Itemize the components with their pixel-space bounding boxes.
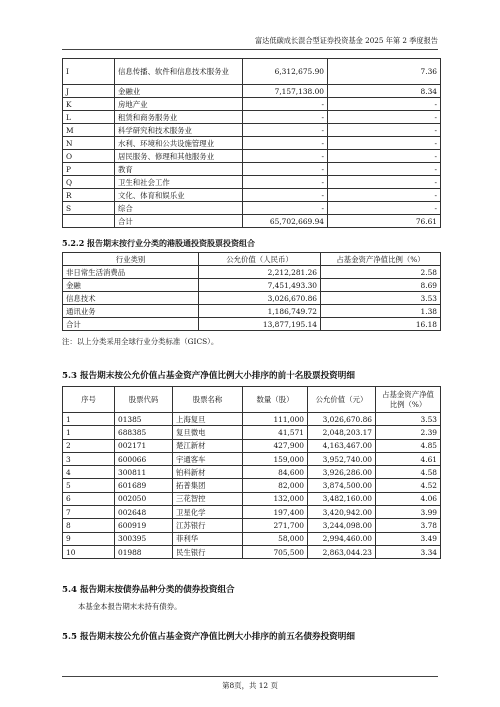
share-quantity: 111,000	[243, 413, 308, 426]
header-qty: 数量（股）	[243, 387, 308, 413]
row-number: 1	[63, 413, 115, 426]
table-row	[63, 413, 441, 426]
header-value: 公允价值（元）	[308, 387, 376, 413]
row-number: 5	[63, 479, 115, 492]
industry-code: Q	[63, 176, 115, 189]
fair-value: 3,026,670.86	[308, 413, 376, 426]
row-number: 3	[63, 452, 115, 465]
table-row	[63, 519, 441, 532]
fair-value: 13,877,195.14	[199, 318, 321, 331]
table-row	[63, 279, 441, 292]
table-row	[63, 111, 441, 124]
nav-ratio: -	[328, 111, 441, 124]
hk-industry-table-body	[63, 266, 441, 331]
fair-value: -	[243, 150, 328, 163]
table-row	[63, 124, 441, 137]
stock-code: 01988	[115, 545, 173, 558]
nav-ratio: 2.39	[376, 426, 441, 439]
nav-ratio: 3.53	[376, 413, 441, 426]
nav-ratio: 3.53	[321, 292, 441, 305]
top-ten-stocks-table	[62, 386, 441, 559]
table-row	[63, 479, 441, 492]
page-footer: 第8页，共 12 页	[62, 676, 438, 691]
stock-name: 楚江新材	[173, 439, 243, 452]
nav-ratio: 76.61	[328, 215, 441, 228]
section-55-title: 5.5 报告期末按公允价值占基金资产净值比例大小排序的前五名债券投资明细	[62, 632, 355, 642]
industry-code: P	[63, 163, 115, 176]
industry-name: 金融业	[115, 85, 243, 98]
table-row	[63, 305, 441, 318]
stock-name: 拓普集团	[173, 479, 243, 492]
table-row	[63, 189, 441, 202]
fair-value: -	[243, 137, 328, 150]
stock-code: 002050	[115, 492, 173, 505]
fair-value: 6,312,675.90	[243, 59, 328, 85]
stock-code: 688385	[115, 426, 173, 439]
industry-name: 房地产业	[115, 98, 243, 111]
share-quantity: 82,000	[243, 479, 308, 492]
share-quantity: 427,900	[243, 439, 308, 452]
nav-ratio: 16.18	[321, 318, 441, 331]
industry-name: 租赁和商务服务业	[115, 111, 243, 124]
stock-code: 002648	[115, 506, 173, 519]
nav-ratio: -	[328, 137, 441, 150]
header-no: 序号	[63, 387, 115, 413]
fair-value: 3,244,098.00	[308, 519, 376, 532]
stock-name: 民生银行	[173, 545, 243, 558]
share-quantity: 705,500	[243, 545, 308, 558]
table-row	[63, 426, 441, 439]
row-number: 1	[63, 426, 115, 439]
row-number: 8	[63, 519, 115, 532]
table-row	[63, 59, 441, 85]
header-code: 股票代码	[115, 387, 173, 413]
table-row	[63, 85, 441, 98]
industry-code: S	[63, 202, 115, 215]
top-ten-stocks-body	[63, 413, 441, 559]
share-quantity: 84,600	[243, 466, 308, 479]
nav-ratio: 8.34	[328, 85, 441, 98]
share-quantity: 132,000	[243, 492, 308, 505]
table-row	[63, 452, 441, 465]
nav-ratio: 3.49	[376, 532, 441, 545]
table-row	[63, 492, 441, 505]
share-quantity: 159,000	[243, 452, 308, 465]
row-number: 6	[63, 492, 115, 505]
nav-ratio: -	[328, 189, 441, 202]
table-row	[63, 545, 441, 558]
header-ratio: 占基金资产净值比例（%）	[321, 253, 441, 266]
nav-ratio: 4.58	[376, 466, 441, 479]
nav-ratio: 3.78	[376, 519, 441, 532]
stock-name: 江苏银行	[173, 519, 243, 532]
fair-value: 3,952,740.00	[308, 452, 376, 465]
page-header: 富达低碳成长混合型证券投资基金 2025 年第 2 季度报告	[62, 36, 438, 50]
industry-table	[62, 58, 441, 228]
nav-ratio: 8.69	[321, 279, 441, 292]
stock-code: 01385	[115, 413, 173, 426]
row-number: 4	[63, 466, 115, 479]
stock-code: 300811	[115, 466, 173, 479]
nav-ratio: 4.06	[376, 492, 441, 505]
nav-ratio: 2.58	[321, 266, 441, 279]
table-row	[63, 98, 441, 111]
nav-ratio: 1.38	[321, 305, 441, 318]
hk-industry-table	[62, 252, 441, 331]
nav-ratio: 7.36	[328, 59, 441, 85]
stock-name: 铂科新材	[173, 466, 243, 479]
fair-value: -	[243, 124, 328, 137]
nav-ratio: -	[328, 98, 441, 111]
table-row	[63, 215, 441, 228]
industry-code: I	[63, 59, 115, 85]
industry-name: 信息传播、软件和信息技术服务业	[115, 59, 243, 85]
header-fair-value: 公允价值（人民币）	[199, 253, 321, 266]
industry-name: 教育	[115, 163, 243, 176]
stock-name: 菲利华	[173, 532, 243, 545]
share-quantity: 41,571	[243, 426, 308, 439]
fair-value: -	[243, 202, 328, 215]
industry-name: 信息技术	[63, 292, 199, 305]
stock-code: 600066	[115, 452, 173, 465]
industry-name: 综合	[115, 202, 243, 215]
fair-value: -	[243, 163, 328, 176]
table-row	[63, 466, 441, 479]
industry-name: 合计	[115, 215, 243, 228]
industry-name: 科学研究和技术服务业	[115, 124, 243, 137]
fair-value: -	[243, 98, 328, 111]
industry-code: M	[63, 124, 115, 137]
table-row	[63, 532, 441, 545]
share-quantity: 58,000	[243, 532, 308, 545]
header-name: 股票名称	[173, 387, 243, 413]
header-ratio: 占基金资产净值比例（%）	[376, 387, 441, 413]
fair-value: 4,163,467.00	[308, 439, 376, 452]
fair-value: 3,482,160.00	[308, 492, 376, 505]
row-number: 7	[63, 506, 115, 519]
fair-value: -	[243, 189, 328, 202]
table-row	[63, 266, 441, 279]
fair-value: 3,420,942.00	[308, 506, 376, 519]
header-industry: 行业类别	[63, 253, 199, 266]
industry-name: 文化、体育和娱乐业	[115, 189, 243, 202]
stock-name: 三花智控	[173, 492, 243, 505]
nav-ratio: -	[328, 176, 441, 189]
row-number: 9	[63, 532, 115, 545]
industry-name: 水利、环境和公共设施管理业	[115, 137, 243, 150]
stock-code: 002171	[115, 439, 173, 452]
table-row	[63, 292, 441, 305]
table-row	[63, 506, 441, 519]
table-row	[63, 318, 441, 331]
fair-value: -	[243, 176, 328, 189]
nav-ratio: -	[328, 150, 441, 163]
industry-name: 通讯业务	[63, 305, 199, 318]
fair-value: 2,863,044.23	[308, 545, 376, 558]
industry-code: L	[63, 111, 115, 124]
industry-name: 金融	[63, 279, 199, 292]
section-54-title: 5.4 报告期末按债券品种分类的债券投资组合	[62, 585, 235, 595]
table-row	[63, 163, 441, 176]
industry-name: 卫生和社会工作	[115, 176, 243, 189]
nav-ratio: 3.99	[376, 506, 441, 519]
table-row	[63, 150, 441, 163]
industry-table-body	[63, 59, 441, 228]
industry-code	[63, 215, 115, 228]
fair-value: 7,451,493.30	[199, 279, 321, 292]
fair-value: 2,994,460.00	[308, 532, 376, 545]
section-522-title: 5.2.2 报告期末按行业分类的港股通投资股票投资组合	[62, 238, 256, 248]
stock-name: 复旦微电	[173, 426, 243, 439]
industry-name: 合计	[63, 318, 199, 331]
industry-name: 居民服务、修理和其他服务业	[115, 150, 243, 163]
table-row	[63, 202, 441, 215]
table-row	[63, 176, 441, 189]
nav-ratio: 4.61	[376, 452, 441, 465]
nav-ratio: -	[328, 124, 441, 137]
fair-value: 65,702,669.94	[243, 215, 328, 228]
nav-ratio: 3.34	[376, 545, 441, 558]
share-quantity: 271,700	[243, 519, 308, 532]
share-quantity: 197,400	[243, 506, 308, 519]
fair-value: 1,186,749.72	[199, 305, 321, 318]
stock-code: 600919	[115, 519, 173, 532]
fair-value: 3,026,670.86	[199, 292, 321, 305]
industry-code: R	[63, 189, 115, 202]
row-number: 10	[63, 545, 115, 558]
industry-code: K	[63, 98, 115, 111]
fair-value: 7,157,138.00	[243, 85, 328, 98]
stock-name: 卫星化学	[173, 506, 243, 519]
industry-code: J	[63, 85, 115, 98]
section-53-title: 5.3 报告期末按公允价值占基金资产净值比例大小排序的前十名股票投资明细	[62, 371, 355, 381]
table-row	[63, 439, 441, 452]
fair-value: -	[243, 111, 328, 124]
row-number: 2	[63, 439, 115, 452]
fair-value: 2,048,203.17	[308, 426, 376, 439]
table-row	[63, 137, 441, 150]
fair-value: 3,926,286.00	[308, 466, 376, 479]
industry-code: N	[63, 137, 115, 150]
table-header-row	[63, 253, 441, 266]
gics-note: 注：以上分类采用全球行业分类标准（GICS）。	[62, 337, 219, 346]
industry-name: 非日常生活消费品	[63, 266, 199, 279]
industry-code: O	[63, 150, 115, 163]
fair-value: 2,212,281.26	[199, 266, 321, 279]
nav-ratio: -	[328, 202, 441, 215]
stock-name: 上海复旦	[173, 413, 243, 426]
stock-code: 601689	[115, 479, 173, 492]
nav-ratio: -	[328, 163, 441, 176]
stock-name: 宇通客车	[173, 452, 243, 465]
nav-ratio: 4.85	[376, 439, 441, 452]
no-bonds-text: 本基金本报告期末未持有债券。	[78, 602, 182, 611]
nav-ratio: 4.52	[376, 479, 441, 492]
stock-code: 300395	[115, 532, 173, 545]
table-header-row	[63, 387, 441, 413]
fair-value: 3,874,500.00	[308, 479, 376, 492]
